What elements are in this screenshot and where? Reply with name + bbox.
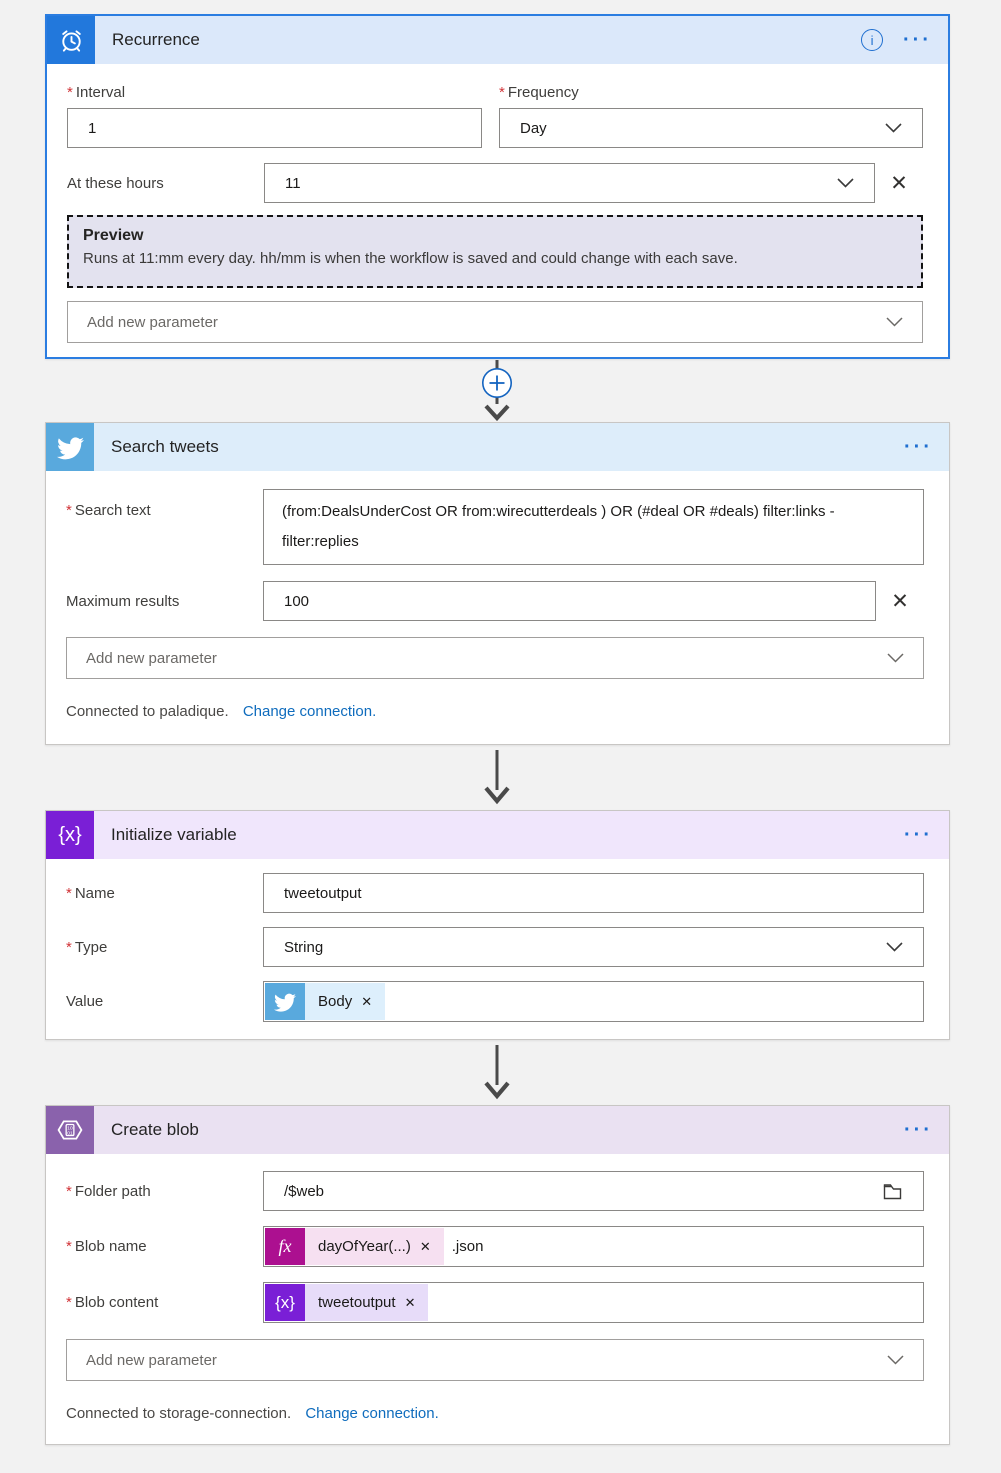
frequency-value: Day — [520, 119, 547, 137]
initialize-variable-card — [45, 810, 950, 1040]
required-asterisk: * — [66, 1238, 72, 1255]
blob-content-input[interactable] — [263, 1282, 924, 1323]
card-title: Recurrence — [112, 30, 200, 49]
frequency-select[interactable] — [499, 108, 923, 148]
blob-content-label: * Blob content — [66, 1294, 159, 1311]
frequency-label: * Frequency — [499, 84, 579, 101]
folder-picker-icon[interactable] — [882, 1182, 903, 1201]
connection-status: Connected to paladique. — [66, 703, 229, 720]
remove-token-icon[interactable] — [405, 1295, 416, 1311]
variable-token-chip[interactable] — [265, 1284, 428, 1321]
required-asterisk: * — [66, 1182, 72, 1200]
max-results-label: Maximum results — [66, 592, 180, 610]
remove-token-icon[interactable] — [361, 994, 372, 1010]
preview-box — [67, 215, 923, 288]
card-title: Create blob — [111, 1120, 199, 1139]
svg-text:01: 01 — [67, 1131, 73, 1137]
preview-title: Preview — [83, 227, 144, 244]
token-label: tweetoutput — [318, 1294, 396, 1311]
alarm-clock-icon — [47, 16, 95, 64]
add-new-parameter[interactable]: Add new parameter — [66, 637, 924, 679]
chevron-down-icon — [887, 653, 904, 663]
change-connection-link[interactable]: Change connection. — [242, 703, 377, 720]
variable-type-select[interactable] — [263, 927, 924, 967]
twitter-bird-icon — [46, 423, 94, 471]
recurrence-card — [45, 14, 950, 359]
interval-label: * Interval — [67, 84, 126, 101]
max-results-input[interactable] — [263, 581, 876, 621]
add-new-parameter[interactable]: Add new parameter — [67, 301, 923, 343]
chevron-down-icon — [885, 123, 902, 133]
change-connection-link[interactable]: Change connection. — [305, 1405, 439, 1422]
token-label: Body — [318, 993, 353, 1010]
hours-select[interactable] — [264, 163, 875, 203]
folder-path-value: /$web — [284, 1182, 325, 1200]
twitter-bird-icon — [265, 983, 305, 1020]
add-new-parameter[interactable]: Add new parameter — [66, 1339, 924, 1381]
type-label: * Type — [66, 938, 108, 956]
required-asterisk: * — [66, 938, 72, 956]
required-asterisk: * — [499, 84, 505, 101]
braces-x-icon — [46, 811, 94, 859]
search-tweets-header[interactable] — [46, 423, 949, 471]
braces-x-icon — [265, 1284, 305, 1321]
variable-name-input[interactable] — [263, 873, 924, 913]
required-asterisk: * — [66, 502, 72, 519]
remove-token-icon[interactable] — [420, 1239, 431, 1255]
menu-ellipsis-icon[interactable] — [904, 442, 933, 452]
menu-ellipsis-icon[interactable] — [903, 35, 932, 45]
value-label: Value — [66, 993, 104, 1010]
folder-path-input[interactable] — [263, 1171, 924, 1211]
expression-token-chip[interactable] — [265, 1228, 444, 1265]
chevron-down-icon — [886, 317, 903, 327]
name-label: * Name — [66, 884, 115, 902]
body-token-chip[interactable] — [265, 983, 385, 1020]
variable-type-value: String — [284, 938, 324, 956]
info-icon[interactable] — [861, 29, 883, 51]
menu-ellipsis-icon[interactable] — [904, 1125, 933, 1135]
blob-document-hexagon-icon — [46, 1106, 94, 1154]
create-blob-header[interactable] — [46, 1106, 949, 1154]
required-asterisk: * — [67, 84, 73, 101]
insert-step-connector — [475, 360, 519, 421]
preview-text: Runs at 11:mm every day. hh/mm is when the workflow is saved and could change with each save. — [83, 250, 738, 267]
clear-field-icon[interactable] — [875, 171, 923, 196]
interval-input[interactable] — [67, 108, 482, 148]
function-fx-icon — [265, 1228, 305, 1265]
card-title: Search tweets — [111, 437, 219, 456]
svg-text:10: 10 — [67, 1126, 73, 1132]
hours-value: 11 — [285, 174, 301, 192]
blob-name-input[interactable] — [263, 1226, 924, 1267]
card-title: Initialize variable — [111, 825, 237, 844]
search-text-label: * Search text — [66, 502, 151, 519]
initialize-variable-header[interactable] — [46, 811, 949, 859]
search-tweets-card — [45, 422, 950, 745]
flow-arrow — [475, 748, 519, 806]
blob-name-suffix: .json — [451, 1238, 484, 1255]
chevron-down-icon — [886, 942, 903, 952]
hours-label: At these hours — [67, 174, 164, 192]
search-text-input[interactable]: (from:DealsUnderCost OR from:wirecutterdeals ) OR (#deal OR #deals) filter:links -filter:replies — [263, 489, 924, 565]
recurrence-header[interactable] — [47, 16, 948, 64]
chevron-down-icon — [887, 1355, 904, 1365]
required-asterisk: * — [66, 884, 72, 902]
connection-status: Connected to storage-connection. — [66, 1405, 292, 1422]
chevron-down-icon — [837, 178, 854, 188]
clear-field-icon[interactable] — [876, 589, 924, 614]
menu-ellipsis-icon[interactable] — [904, 830, 933, 840]
flow-arrow — [475, 1043, 519, 1101]
variable-value-input[interactable] — [263, 981, 924, 1022]
token-label: dayOfYear(...) — [318, 1238, 411, 1255]
create-blob-card — [45, 1105, 950, 1445]
required-asterisk: * — [66, 1294, 72, 1311]
folder-path-label: * Folder path — [66, 1182, 151, 1200]
blob-name-label: * Blob name — [66, 1238, 147, 1255]
